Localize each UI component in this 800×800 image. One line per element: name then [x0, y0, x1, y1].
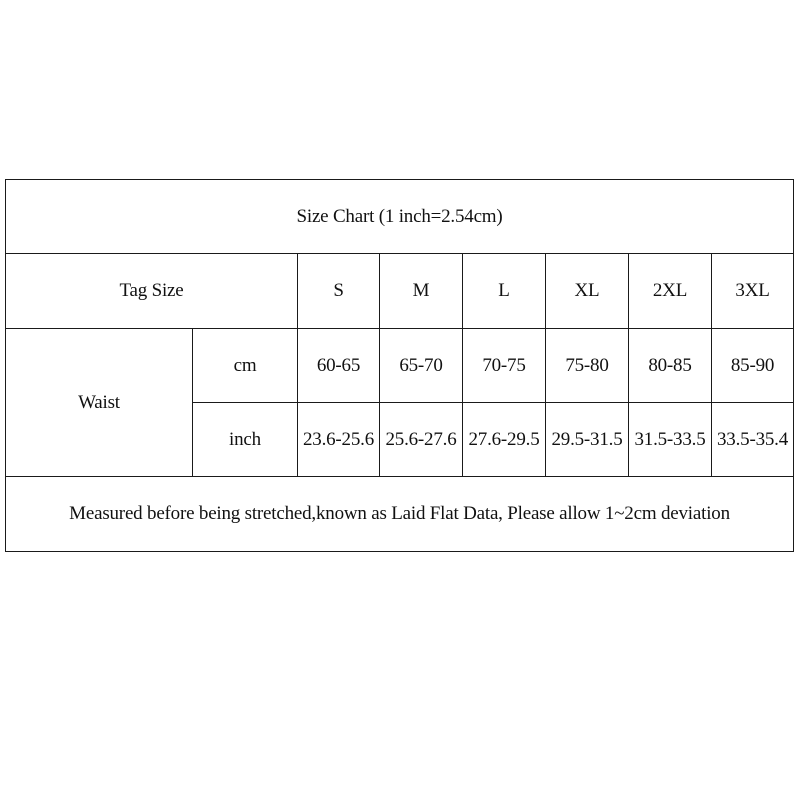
waist-inch-xl: 29.5-31.5 [546, 403, 629, 477]
size-header-s: S [298, 254, 380, 329]
waist-inch-m: 25.6-27.6 [380, 403, 463, 477]
size-header-xl: XL [546, 254, 629, 329]
note-row [6, 477, 794, 552]
waist-cm-xl: 75-80 [546, 329, 629, 403]
measurement-note: Measured before being stretched,known as Laid Flat Data, Please allow 1~2cm deviation [6, 477, 794, 552]
waist-cm-l: 70-75 [463, 329, 546, 403]
size-chart-table [5, 179, 794, 552]
waist-cm-m: 65-70 [380, 329, 463, 403]
size-header-2xl: 2XL [629, 254, 712, 329]
chart-title: Size Chart (1 inch=2.54cm) [6, 180, 794, 254]
waist-cm-s: 60-65 [298, 329, 380, 403]
size-header-m: M [380, 254, 463, 329]
waist-label: Waist [6, 329, 193, 477]
waist-inch-s: 23.6-25.6 [298, 403, 380, 477]
waist-cm-3xl: 85-90 [712, 329, 794, 403]
size-header-3xl: 3XL [712, 254, 794, 329]
waist-inch-2xl: 31.5-33.5 [629, 403, 712, 477]
size-header-l: L [463, 254, 546, 329]
cm-unit-label: cm [193, 329, 298, 403]
waist-inch-l: 27.6-29.5 [463, 403, 546, 477]
waist-inch-3xl: 33.5-35.4 [712, 403, 794, 477]
tag-size-row [6, 254, 794, 329]
tag-size-label: Tag Size [6, 254, 298, 329]
waist-cm-row [6, 329, 794, 403]
title-row [6, 180, 794, 254]
inch-unit-label: inch [193, 403, 298, 477]
waist-cm-2xl: 80-85 [629, 329, 712, 403]
